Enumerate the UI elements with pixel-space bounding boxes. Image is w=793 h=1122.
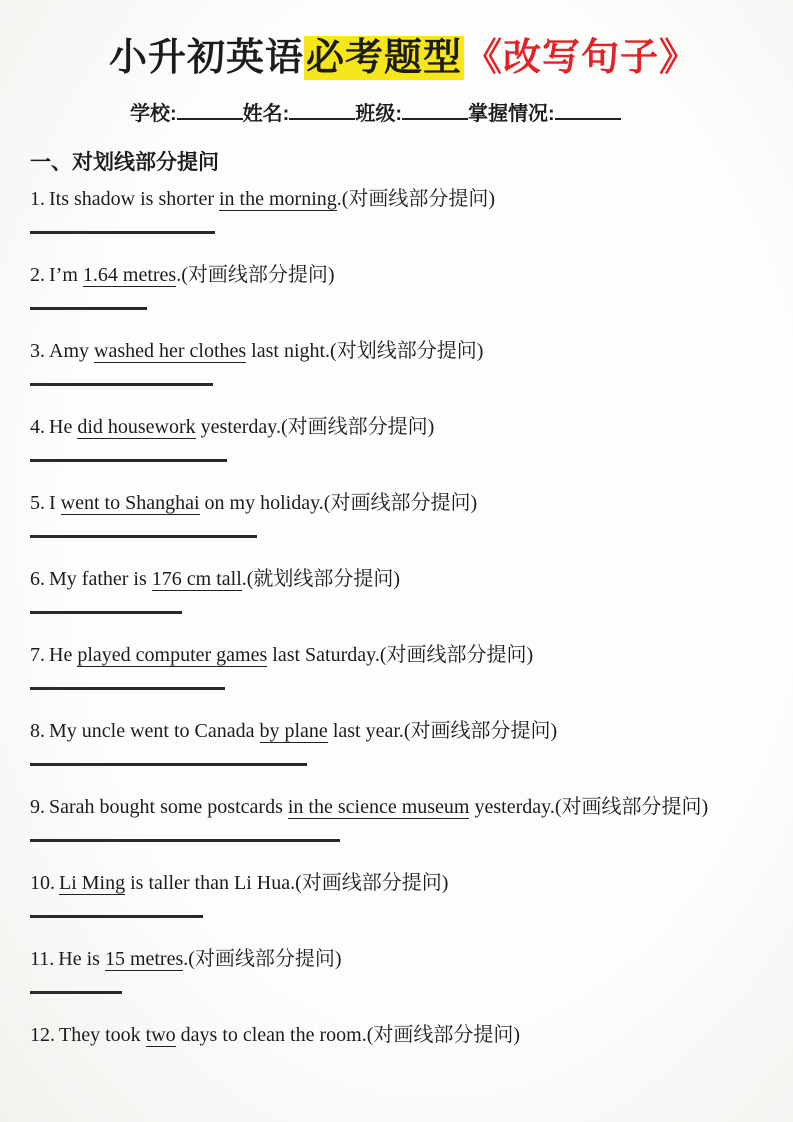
question-text [30,408,777,446]
answer-blank-line [30,231,215,234]
answer-blank-line [30,307,147,310]
underlined-phrase: 15 metres [104,948,184,970]
text-segment: last year.(对画线部分提问) [327,720,558,742]
question-text [30,712,777,750]
text-segment: yesterday.(对画线部分提问) [469,796,709,818]
text-segment: .(对画线部分提问) [183,948,342,970]
name-blank [289,102,355,120]
text-segment: last night.(对划线部分提问) [246,340,484,362]
question-item [30,788,777,842]
underlined-phrase: did housework [77,416,196,438]
text-segment: My uncle went to Canada [49,720,260,742]
question-text [30,560,777,598]
underlined-phrase: by plane [259,720,328,742]
answer-blank-line [30,687,225,690]
text-segment: He is [58,948,105,970]
question-item [30,864,777,918]
text-segment: He [49,416,78,438]
question-text [30,180,777,218]
question-number: 7. [30,644,45,666]
text-segment: .(对画线部分提问) [176,264,335,286]
question-number: 9. [30,796,45,818]
underlined-phrase: washed her clothes [94,340,247,362]
question-item [30,560,777,614]
question-item [30,1016,777,1054]
underlined-phrase: in the morning [218,188,337,210]
question-list [30,180,777,1054]
question-text [30,484,777,522]
question-text [30,940,777,978]
question-number: 11. [30,948,55,970]
text-segment: They took [59,1024,146,1046]
title-segment-highlight: 必考题型 [305,37,462,79]
section-heading: 一、对划线部分提问 [30,151,219,174]
school-label: 学校: [130,103,177,125]
title-segment-book-name: 《改写句子》 [464,37,699,79]
text-segment: last Saturday.(对画线部分提问) [267,644,534,666]
underlined-phrase: in the science museum [287,796,470,818]
question-item [30,332,777,386]
question-number: 5. [30,492,45,514]
question-text [30,788,777,826]
text-segment: days to clean the room.(对画线部分提问) [175,1024,521,1046]
class-label: 班级: [355,103,403,125]
answer-blank-line [30,991,122,994]
text-segment: I [49,492,61,514]
text-segment: Its shadow is shorter [49,188,219,210]
question-text [30,332,777,370]
question-text [30,1016,777,1054]
text-segment: .(对画线部分提问) [336,188,496,210]
underlined-phrase: played computer games [77,644,268,666]
text-segment: Sarah bought some postcards [49,796,288,818]
question-text [30,256,777,294]
question-item [30,256,777,310]
text-segment: is taller than Li Hua.(对画线部分提问) [125,872,449,894]
question-item [30,180,777,234]
question-item [30,940,777,994]
question-item [30,408,777,462]
underlined-phrase: 1.64 metres [82,264,177,286]
answer-blank-line [30,459,227,462]
answer-blank-line [30,535,257,538]
title-segment-plain: 小升初英语 [108,37,304,79]
text-segment: on my holiday.(对画线部分提问) [199,492,478,514]
answer-blank-line [30,383,213,386]
page-title [30,26,777,81]
text-segment: He [49,644,78,666]
underlined-phrase: went to Shanghai [60,492,200,514]
text-segment: yesterday.(对画线部分提问) [195,416,435,438]
question-number: 8. [30,720,45,742]
answer-blank-line [30,763,307,766]
answer-blank-line [30,915,203,918]
question-number: 2. [30,264,45,286]
mastery-blank [555,102,621,120]
question-item [30,712,777,766]
underlined-phrase: two [145,1024,176,1046]
text-segment: My father is [49,568,152,590]
school-blank [177,102,243,120]
question-number: 6. [30,568,45,590]
underlined-phrase: 176 cm tall [151,568,242,590]
question-number: 4. [30,416,45,438]
question-number: 10. [30,872,55,894]
text-segment: .(就划线部分提问) [241,568,401,590]
text-segment: I’m [49,264,83,286]
question-number: 12. [30,1024,55,1046]
question-text [30,636,777,674]
student-info-bar [130,97,777,126]
question-text [30,864,777,902]
underlined-phrase: Li Ming [59,872,126,894]
question-item [30,636,777,690]
class-blank [402,102,468,120]
answer-blank-line [30,611,182,614]
mastery-label: 掌握情况: [468,103,555,125]
question-item [30,484,777,538]
question-number: 3. [30,340,45,362]
name-label: 姓名: [242,103,290,125]
question-number: 1. [30,188,45,210]
answer-blank-line [30,839,340,842]
text-segment: Amy [49,340,94,362]
